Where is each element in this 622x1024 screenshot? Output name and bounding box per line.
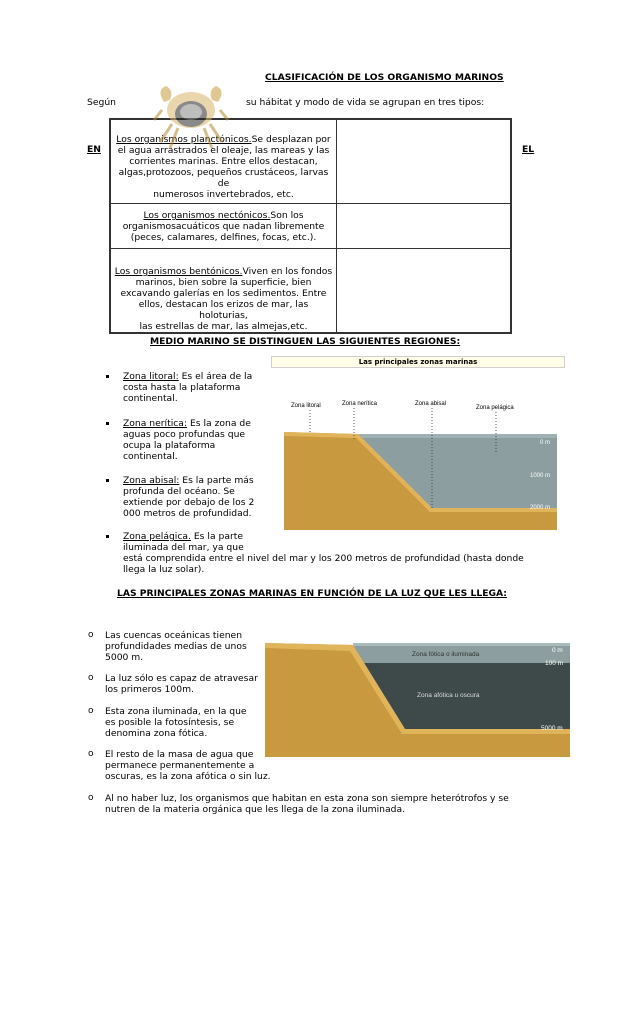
intro-text-end: su hábitat y modo de vida se agrupan en tres tipos: <box>246 97 485 108</box>
regions-heading: MEDIO MARINO SE DISTINGUEN LAS SIGUIENTES REGIONES: <box>150 336 461 347</box>
side-fragment-left: EN <box>87 144 101 155</box>
table-row: Los organismos bentónicos.Viven en los fondos marinos, bien sobre la superficie, bien excavando galerías en los sedimentos. Entre ellos, destacan los erizos de mar, las holoturias, las estrellas de mar, las almejas,etc. <box>114 266 333 332</box>
light-zones-diagram <box>265 639 570 757</box>
side-fragment-right: EL <box>522 144 535 155</box>
table-row: Los organismos planctónicos.Se desplazan por el agua arrastrados el oleaje, las mareas y las corrientes marinas. Entre ellos destacan, algas,protozoos, pequeños crustáceos, larvas de numerosos invertebrados, etc. <box>116 134 331 200</box>
bullet-icon: o <box>88 630 94 640</box>
label-litoral: Zona litoral <box>291 403 321 409</box>
list-item: Al no haber luz, los organismos que habitan en esta zona son siempre heterótrofos y se nutren de la materia orgánica que les llega de la zona iluminada. <box>105 793 509 815</box>
diagram-title: Las principales zonas marinas <box>271 356 565 368</box>
depth-label: 5000 m <box>541 725 563 732</box>
list-item: Zona litoral: Es el área de la costa hasta la plataforma continental. <box>123 371 253 404</box>
list-item: El resto de la masa de agua que permanece permanentemente a oscuras, es la zona afótica o sin luz. <box>105 749 271 782</box>
bullet-icon: o <box>88 793 94 803</box>
water-surface <box>358 434 557 438</box>
bullet-icon <box>106 535 109 538</box>
list-item: Zona abisal: Es la parte más profunda del océano. Se extiende por debajo de los 2 000 metros de profundidad. <box>123 475 255 519</box>
depth-label: 2000 m <box>530 505 551 511</box>
marine-zones-diagram <box>282 398 557 534</box>
term-benthic: Los organismos bentónicos. <box>114 266 243 277</box>
photic-label: Zona fótica o iluminada <box>412 651 480 658</box>
aphotic-label: Zona afótica u oscura <box>417 692 480 699</box>
depth-label: 100 m <box>545 660 564 667</box>
intro-text-start: Según <box>87 97 116 108</box>
depth-label: 0 m <box>540 440 551 446</box>
term-nektonic: Los organismos nectónicos. <box>143 210 271 221</box>
bullet-icon <box>106 375 109 378</box>
list-item: La luz sólo es capaz de atravesar los primeros 100m. <box>105 673 258 695</box>
table-row: Los organismos nectónicos.Son los organismosacuáticos que nadan libremente (peces, calamares, delfines, focas, etc.). <box>122 210 325 243</box>
bullet-icon: o <box>88 706 94 716</box>
light-zones-heading: LAS PRINCIPALES ZONAS MARINAS EN FUNCIÓN DE LA LUZ QUE LES LLEGA: <box>117 588 507 599</box>
depth-label: 1000 m <box>530 473 551 479</box>
bullet-icon: o <box>88 673 94 683</box>
document-title: CLASIFICACIÓN DE LOS ORGANISMO MARINOS <box>265 72 504 83</box>
bullet-icon: o <box>88 749 94 759</box>
bullet-icon <box>106 479 109 482</box>
list-item: Las cuencas oceánicas tienen profundidades medias de unos 5000 m. <box>105 630 247 663</box>
label-abisal: Zona abisal <box>415 401 447 407</box>
term-planktonic: Los organismos planctónicos. <box>116 134 252 145</box>
list-item: Esta zona iluminada, en la que es posible la fotosíntesis, se denomina zona fótica. <box>105 706 247 739</box>
bullet-icon <box>106 422 109 425</box>
label-neritica: Zona nerítica <box>342 401 378 407</box>
label-pelagica: Zona pelágica <box>476 405 514 411</box>
depth-label: 0 m <box>552 647 563 654</box>
list-item: Zona nerítica: Es la zona de aguas poco profundas que ocupa la plataforma continental. <box>123 418 251 462</box>
crab-logo-icon <box>152 80 230 152</box>
list-item: Zona pelágica. Es la parte iluminada del mar, ya que está comprendida entre el nivel del mar y los 200 metros de profundidad (hasta donde llega la luz solar). <box>123 531 524 575</box>
